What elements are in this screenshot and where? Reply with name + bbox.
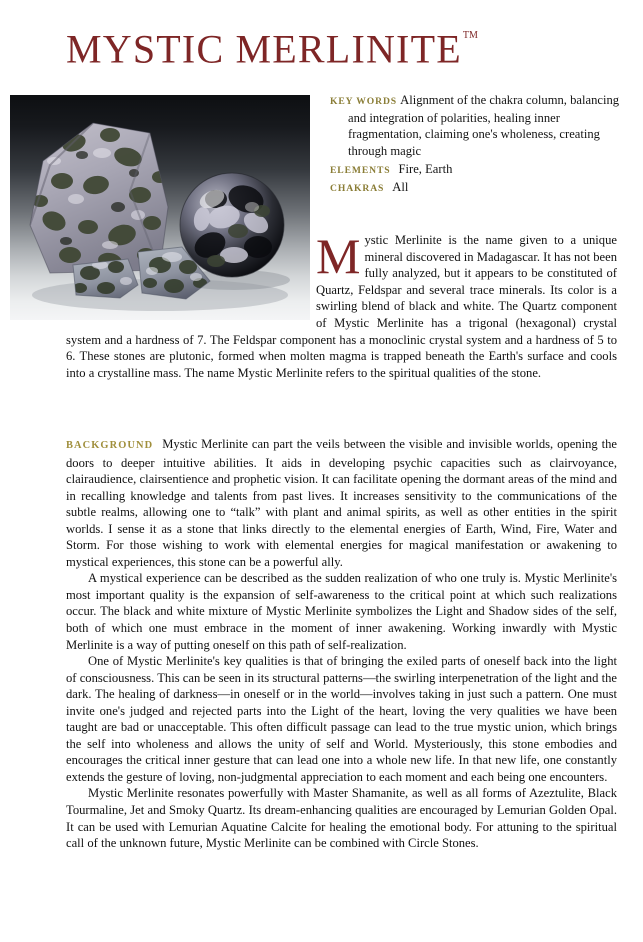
attribute-chakras: [330, 179, 620, 197]
trademark-symbol: TM: [462, 30, 478, 41]
attribute-elements-label: ELEMENTS: [330, 164, 391, 176]
background-section: [66, 436, 617, 852]
attribute-chakras-value: All: [392, 179, 409, 194]
attribute-elements: [330, 161, 620, 179]
attribute-elements-value: Fire, Earth: [398, 161, 453, 176]
attribute-key-words: [330, 92, 620, 159]
page-title-text: [66, 24, 586, 71]
attribute-key-words-value: Alignment of the chakra column, balancing and integration of polarities, healing inner fragmentation, claiming one's wholeness, creating through magic: [348, 93, 620, 158]
background-paragraph-1-text: Mystic Merlinite can part the veils between the visible and invisible worlds, opening the doors to deeper intuitive abilities. It aids in developing psychic capacities such as clairvoyance, clairaudience, clairsentience and prophetic vision. It can facilitate opening the dormant areas of the mind and in recalling knowledge and talents from past lives. It increases sensitivity to the communications of the subtle realms, allowing one to “talk” with plant and animal spirits, as well as other entities in the spirit worlds. I sense it as a stone that links directly to the elemental energies of Earth, Wind, Fire, Water and Storm. For those wishing to work with elemental energies for magical manifestation or awakening to mystical experiences, this stone can be a powerful ally.: [66, 437, 617, 569]
intro-paragraph: [66, 228, 617, 381]
background-paragraph-2: A mystical experience can be described as the sudden realization of who one truly is. Mystic Merlinite's most important quality is the expansion of self-awareness to the critical point at which such realizations occur. The black and white mixture of Mystic Merlinite symbolizes the Light and Shadow sides of the self, both of which one must embrace in the moment of inner awakening. Working inwardly with Mystic Merlinite is a way of putting oneself on this path of self-realization.: [66, 571, 617, 652]
drop-cap: M: [316, 228, 361, 284]
page-title: [66, 24, 586, 72]
background-paragraph-1: [66, 436, 617, 570]
attribute-chakras-label: CHAKRAS: [330, 182, 385, 194]
background-paragraph-4: Mystic Merlinite resonates powerfully with Master Shamanite, as well as all forms of Azeztulite, Black Tourmaline, Jet and Smoky Quartz. Its dream-enhancing qualities are encouraged by Lemurian Golden Opal. It can be used with Lemurian Aquatine Calcite for healing the emotional body. For attuning to the spiritual call of the unknown future, Mystic Merlinite can be combined with Circle Stones.: [66, 786, 617, 851]
attribute-key-words-label: KEY WORDS: [330, 96, 398, 107]
background-paragraph-3: One of Mystic Merlinite's key qualities is that of bringing the exiled parts of oneself back into the light of consciousness. This can be seen in its structural patterns—the swirling interpenetration of the light and the dark. The healing of darkness—in oneself or in the world—involves taking in just such a pattern. One must invite one's judged and rejected parts into the Light of the heart, loving the very qualities we have been taught are bad or unacceptable. This often difficult passage can lead to the true mystic union, which brings the self into wholeness and allows the unity of self and World. Mysteriously, this stone embodies and encourages the critical inner gesture that can lead one into a whole new life. In that new life, one constantly extends the gesture of loving, non-judgmental appreciation to each moment and each being one encounters.: [66, 654, 617, 784]
background-section-label: BACKGROUND: [66, 440, 154, 451]
intro-text: ystic Merlinite is the name given to a unique mineral discovered in Madagascar. It has not been fully analyzed, but it appears to be constituted of Quartz, Feldspar and several trace minerals. Its color is a swirling blend of black and white. The Quartz component of Mystic Merlinite has a trigonal (hexagonal) crystal system and a hardness of 7. The Feldspar component has a monoclinic crystal system and a hardness of 5 to 6. These stones are plutonic, formed when molten magma is trapped beneath the Earth's surface and cools into a crystalline mass. The name Mystic Merlinite refers to the spiritual qualities of the stone.: [66, 233, 617, 380]
attributes-block: [330, 92, 620, 197]
photo-text-wrap-spacer: [66, 232, 316, 320]
page-title-label: MYSTIC MERLINITE: [66, 26, 462, 72]
